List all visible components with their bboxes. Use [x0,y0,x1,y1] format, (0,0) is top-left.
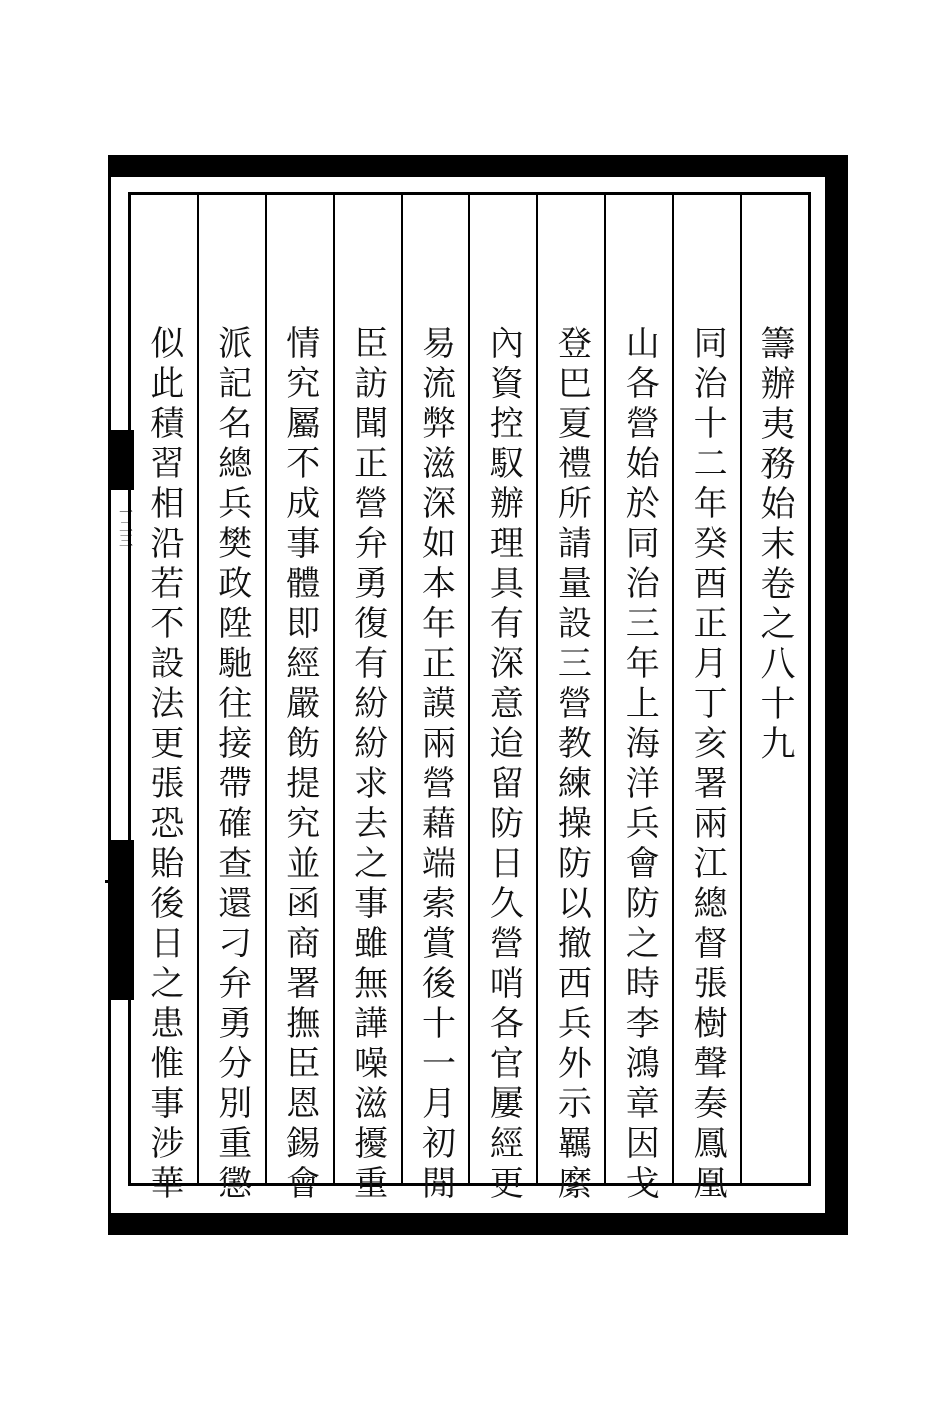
book-title: 籌辦夷務始末卷之八十九 [755,325,796,765]
column-text: 似此積習相沿若不設法更張恐貽後日之患惟事涉華 [143,325,184,1205]
column-text: 易流弊滋深如本年正謨兩營藉端索賞後十一月初閒 [415,325,456,1205]
column-text: 派記名總兵樊政陞馳往接帶確查還刁弁勇分別重懲 [211,325,252,1205]
text-columns [131,195,808,1205]
column-text: 同治十二年癸酉正月丁亥署兩江總督張樹聲奏鳳凰 [687,325,728,1205]
text-column-1 [740,195,808,1183]
text-column-4 [536,195,604,1205]
text-column-8 [265,195,333,1205]
text-column-9 [197,195,265,1205]
frame-bottom-bar [108,1213,848,1235]
column-text: 登巴夏禮所請量設三營教練操防以撤西兵外示羈縻 [551,325,592,1205]
text-column-7 [333,195,401,1205]
text-column-5 [468,195,536,1205]
column-text: 內資控馭辦理具有深意迨留防日久營哨各官屢經更 [483,325,524,1205]
column-text: 情究屬不成事體即經嚴飭提究並函商署撫臣恩錫會 [279,325,320,1205]
frame-right-bar [825,155,848,1235]
fore-edge-page-mark: 一二三 [117,505,133,547]
column-text: 臣訪聞正營弁勇復有紛紛求去之事雖無譁噪滋擾重 [347,325,388,1205]
frame-top-bar [108,155,848,177]
text-column-6 [401,195,469,1205]
text-column-3 [604,195,672,1205]
column-text: 山各營始於同治三年上海洋兵會防之時李鴻章因戈 [619,325,660,1205]
text-column-10 [131,195,197,1205]
text-column-2 [672,195,740,1205]
